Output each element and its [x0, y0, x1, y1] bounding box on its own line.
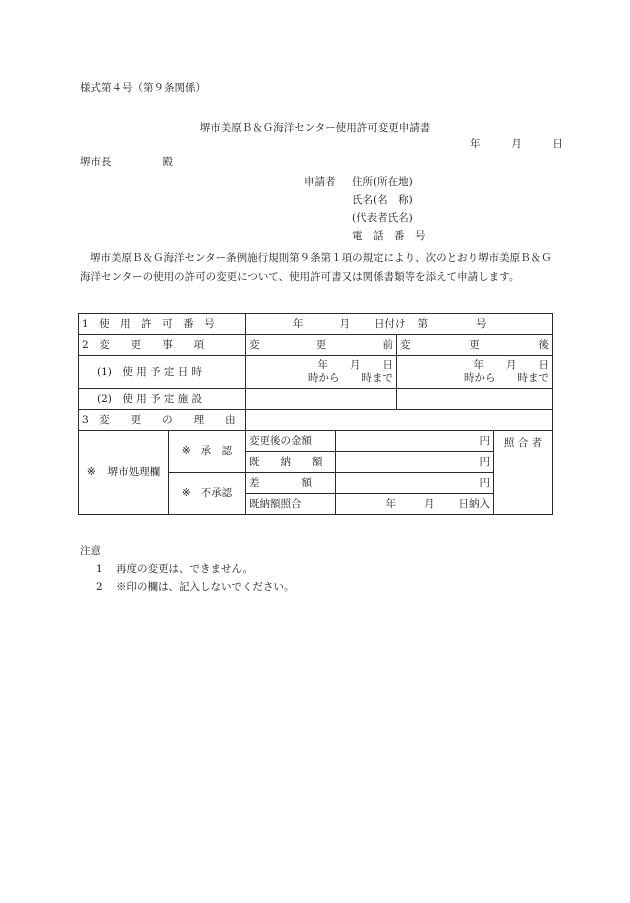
date-day: 日	[552, 138, 563, 150]
approve-cell: ※ 承 認	[169, 431, 246, 473]
difference-label: 差 額	[246, 473, 336, 494]
date-year: 年	[470, 138, 481, 150]
applicant-address: 住所(所在地)	[352, 176, 413, 188]
applicant-phone: 電 話 番 号	[352, 230, 426, 242]
application-form-table	[78, 313, 553, 515]
note-item-1: 1 再度の変更は、できません。	[96, 563, 254, 575]
permit-number-field[interactable]	[246, 314, 553, 335]
applicant-name: 氏名(名 称)	[352, 194, 413, 206]
permit-number-label: 1 使 用 許 可 番 号	[79, 314, 246, 335]
application-body-text: 堺市美原Ｂ＆Ｇ海洋センター条例施行規則第９条第１項の規定により、次のとおり堺市美原Ｂ＆Ｇ海洋センターの使用の許可の変更について、使用許可書又は関係書類等を添えて申請します。	[80, 252, 552, 283]
processing-row-1	[79, 431, 553, 452]
notes-heading: 注意	[80, 545, 101, 557]
city-processing-label: ※ 堺市処理欄	[79, 431, 169, 515]
usage-datetime-after[interactable]: 年 月 日 時から 時まで	[397, 356, 553, 389]
checker-cell: 照 合 者	[494, 431, 553, 515]
usage-facility-after[interactable]	[397, 389, 553, 410]
usage-facility-before[interactable]	[246, 389, 397, 410]
amount-after-label: 変更後の金額	[246, 431, 336, 452]
after-change-header: 変 更 後	[397, 335, 553, 356]
applicant-representative: (代表者氏名)	[352, 212, 413, 224]
permit-dated: 日付け	[374, 317, 406, 330]
difference-field[interactable]: 円	[336, 473, 494, 494]
date-month: 月	[511, 138, 522, 150]
form-title: 堺市美原Ｂ＆Ｇ海洋センター使用許可変更申請書	[199, 122, 431, 134]
change-reason-label: 3 変 更 の 理 由	[79, 410, 246, 431]
change-reason-field[interactable]	[246, 410, 553, 431]
addressee	[80, 157, 173, 168]
form-number: 様式第４号（第９条関係）	[80, 82, 206, 94]
change-items-label: 2 変 更 事 項	[79, 335, 246, 356]
paid-check-label: 既納額照合	[246, 494, 336, 515]
before-change-header: 変 更 前	[246, 335, 397, 356]
paid-check-field[interactable]: 年 月 日納入	[336, 494, 494, 515]
paid-field[interactable]: 円	[336, 452, 494, 473]
usage-datetime-row	[79, 356, 553, 389]
change-reason-row	[79, 410, 553, 431]
honorific: 殿	[162, 156, 173, 168]
permit-go: 号	[476, 317, 487, 330]
applicant-label: 申請者	[304, 176, 336, 188]
addressee-name: 堺市長	[80, 156, 112, 168]
amount-after-field[interactable]: 円	[336, 431, 494, 452]
usage-datetime-label: (1) 使 用 予 定 日 時	[79, 356, 246, 389]
usage-facility-label: (2) 使 用 予 定 施 設	[79, 389, 246, 410]
permit-dai: 第	[417, 317, 428, 330]
permit-month: 月	[339, 317, 350, 330]
usage-facility-row	[79, 389, 553, 410]
usage-datetime-before[interactable]: 年 月 日 時から 時まで	[246, 356, 397, 389]
permit-number-row	[79, 314, 553, 335]
paid-label: 既 納 額	[246, 452, 336, 473]
application-date	[470, 139, 563, 150]
reject-cell: ※ 不承認	[169, 473, 246, 515]
permit-year: 年	[293, 317, 304, 330]
change-items-row	[79, 335, 553, 356]
note-item-2: 2 ※印の欄は、記入しないでください。	[96, 581, 295, 593]
